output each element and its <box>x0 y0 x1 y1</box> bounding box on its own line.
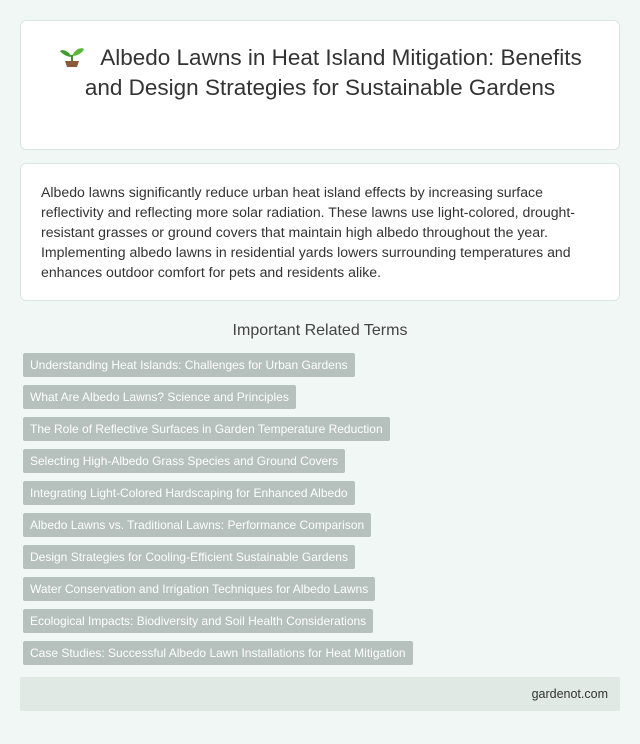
related-term[interactable]: Case Studies: Successful Albedo Lawn Installations for Heat Mitigation <box>23 641 413 665</box>
sprout-icon <box>58 45 86 67</box>
intro-paragraph: Albedo lawns significantly reduce urban heat island effects by increasing surface reflectivity and reflecting more solar radiation. These lawns use light-colored, drought-resistant grasses or ground covers that maintain high albedo throughout the year. Implementing albedo lawns in residential yards lowers surrounding temperatures and enhances outdoor comfort for pets and residents alike. <box>41 184 576 280</box>
title-card <box>20 20 620 150</box>
related-term[interactable]: Design Strategies for Cooling-Efficient Sustainable Gardens <box>23 545 355 569</box>
related-term[interactable]: Integrating Light-Colored Hardscaping for Enhanced Albedo <box>23 481 355 505</box>
related-term[interactable]: Understanding Heat Islands: Challenges for Urban Gardens <box>23 353 355 377</box>
related-term[interactable]: What Are Albedo Lawns? Science and Principles <box>23 385 296 409</box>
page-title-text: Albedo Lawns in Heat Island Mitigation: Benefits and Design Strategies for Sustainable Gardens <box>84 45 582 100</box>
related-terms-list <box>20 353 620 665</box>
footer <box>20 677 620 711</box>
footer-site-link[interactable]: gardenot.com <box>531 687 608 701</box>
related-term[interactable]: The Role of Reflective Surfaces in Garden Temperature Reduction <box>23 417 390 441</box>
related-term[interactable]: Albedo Lawns vs. Traditional Lawns: Performance Comparison <box>23 513 371 537</box>
related-term[interactable]: Selecting High-Albedo Grass Species and Ground Covers <box>23 449 345 473</box>
intro-card <box>20 163 620 301</box>
related-terms-heading: Important Related Terms <box>232 322 408 339</box>
page-title <box>47 43 593 103</box>
related-term[interactable]: Ecological Impacts: Biodiversity and Soil Health Considerations <box>23 609 373 633</box>
related-term[interactable]: Water Conservation and Irrigation Techniques for Albedo Lawns <box>23 577 375 601</box>
